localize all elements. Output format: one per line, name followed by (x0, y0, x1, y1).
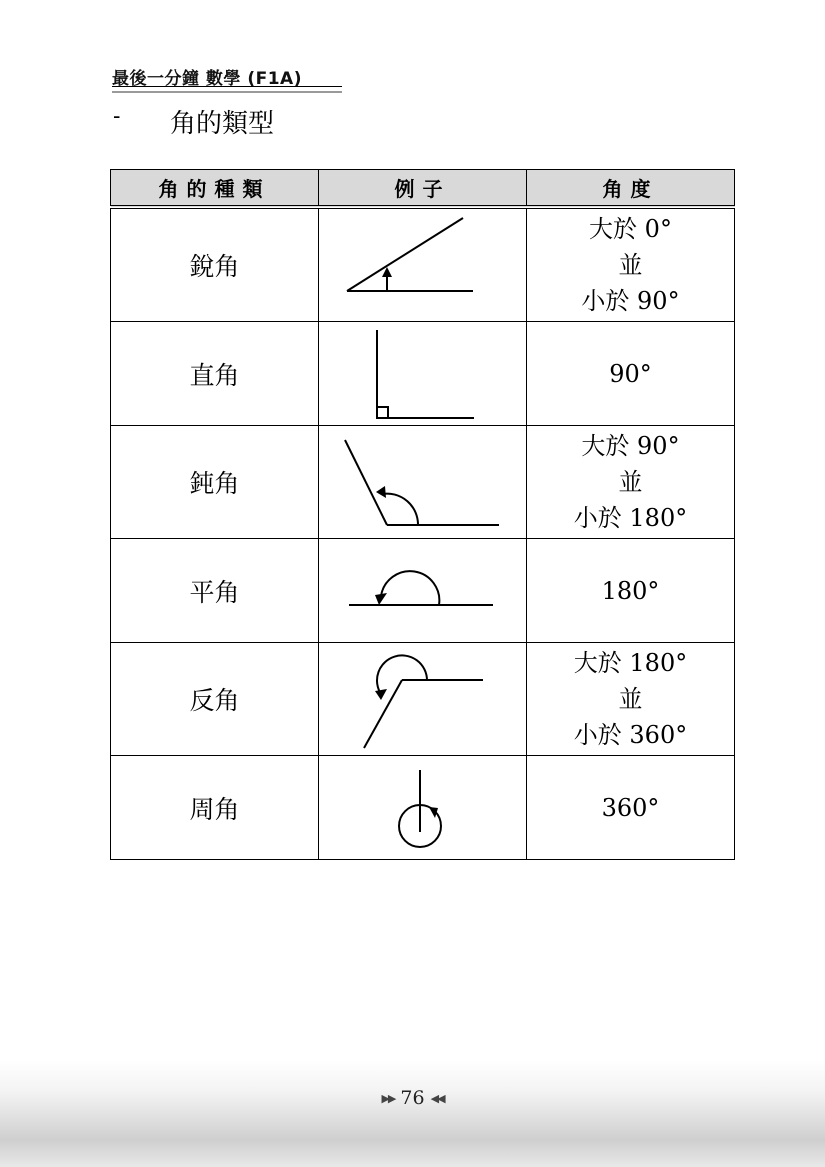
section-dash: - (113, 104, 121, 129)
page-footer (0, 1087, 825, 1109)
angle-types-table (110, 169, 735, 860)
measure-line: 大於 90° (581, 432, 680, 460)
angle-measure (527, 322, 735, 426)
back-arrows-icon: ◀◀ (430, 1092, 444, 1105)
angle-measure (527, 539, 735, 643)
measure-line: 大於 0° (589, 215, 672, 243)
table-row (111, 539, 735, 643)
footer-band (0, 1060, 825, 1167)
straight-angle-icon (319, 541, 527, 641)
forward-arrows-icon: ▶▶ (381, 1092, 395, 1105)
angle-example (319, 426, 527, 539)
measure-line: 並 (618, 685, 643, 713)
obtuse-angle-icon (319, 432, 527, 532)
acute-angle-icon (319, 215, 527, 315)
measure-line: 360° (601, 793, 660, 822)
measure-line: 180° (601, 576, 660, 605)
measure-line: 大於 180° (573, 649, 688, 677)
angle-name: 周角 (111, 756, 319, 860)
angle-measure (527, 426, 735, 539)
page-number: 76 (400, 1087, 425, 1109)
angle-name: 銳角 (111, 207, 319, 322)
angle-name: 平角 (111, 539, 319, 643)
table-row (111, 756, 735, 860)
measure-line: 並 (618, 251, 643, 279)
header-example: 例子 (319, 170, 527, 208)
measure-line: 小於 90° (581, 287, 680, 315)
section-title: 角的類型 (170, 109, 275, 139)
angle-name: 直角 (111, 322, 319, 426)
measure-line: 小於 180° (573, 504, 688, 532)
angle-example (319, 539, 527, 643)
angle-example (319, 643, 527, 756)
angle-example (319, 322, 527, 426)
angle-measure (527, 207, 735, 322)
angle-name: 反角 (111, 643, 319, 756)
right-angle-icon (319, 324, 527, 424)
angle-name: 鈍角 (111, 426, 319, 539)
header-angle-measure: 角度 (527, 170, 735, 208)
table-row (111, 322, 735, 426)
measure-line: 小於 360° (573, 721, 688, 749)
angle-example (319, 207, 527, 322)
table-header-row (111, 170, 735, 208)
table-row (111, 643, 735, 756)
header-angle-type: 角的種類 (111, 170, 319, 208)
measure-line: 並 (618, 468, 643, 496)
angle-measure (527, 643, 735, 756)
header-title: 最後一分鐘 數學 (F1A) (112, 69, 302, 89)
angle-example (319, 756, 527, 860)
table-row (111, 426, 735, 539)
angle-measure (527, 756, 735, 860)
measure-line: 90° (609, 359, 652, 388)
table-row (111, 207, 735, 322)
full-angle-icon (319, 758, 527, 858)
reflex-angle-icon (319, 644, 527, 754)
header-underline (112, 86, 342, 93)
